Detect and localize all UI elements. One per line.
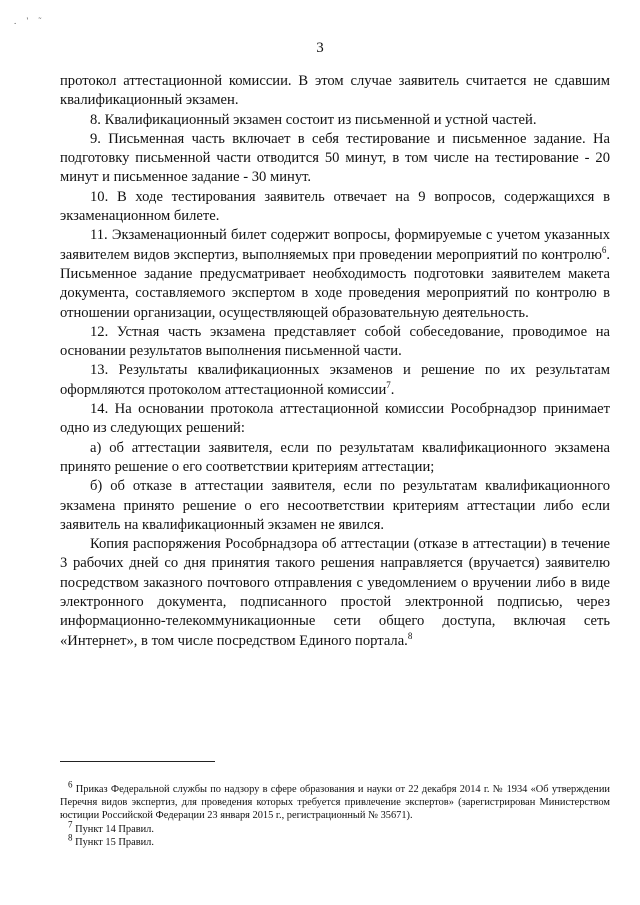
footnote-8-text: Пункт 15 Правил. [72,836,154,848]
paragraph-14-a: а) об аттестации заявителя, если по результатам квалификационного экзамена принято решение о его соответствии критериям аттестации; [60,439,610,475]
footnote-7-text: Пункт 14 Правил. [72,823,154,835]
paragraph-copy-order [60,535,610,651]
footnote-6-text: Приказ Федеральной службы по надзору в сфере образования и науки от 22 декабря 2014 г. № 1934 «Об утверждении Перечня видов экспертиз, для проведения которых требуется привлечение экспертов» (зарегистрирован Министерством юстиции Российской Федерации 23 января 2015 г., регистрационный № 35671). [60,784,610,822]
paragraph-11-part-1: 11. Экзаменационный билет содержит вопросы, формируемые с учетом указанных заявителем видов экспертиз, выполняемых при проведении мероприятий по контролю [60,227,610,263]
footnote-ref-8: 8 [407,630,413,641]
paragraph-13-end: . [390,381,395,398]
paragraph-14: 14. На основании протокола аттестационной комиссии Рособрнадзор принимает одно из следующих решений: [60,401,610,437]
footnote-6-mark: 6 [68,779,73,790]
footnote-6 [60,779,610,823]
paragraph-continuation: протокол аттестационной комиссии. В этом случае заявитель считается не сдавшим квалификационный экзамен. [60,73,610,109]
document-body [60,72,610,651]
footnote-ref-6: 6 [601,244,607,255]
paragraph-8: 8. Квалификационный экзамен состоит из письменной и устной частей. [90,111,537,128]
footnote-separator [60,761,215,762]
paragraph-13 [60,361,610,400]
footnote-8 [60,832,610,849]
page-number: 3 [316,40,324,56]
footnote-8-mark: 8 [68,832,73,843]
paragraph-14-b: б) об отказе в аттестации заявителя, если по результатам квалификационного экзамена принято решение о его несоответствии критериям аттестации либо если заявитель на квалификационный экзамен не явился. [60,478,610,533]
paragraph-copy-order-text: Копия распоряжения Рособрнадзора об аттестации (отказе в аттестации) в течение 3 рабочих дней со дня принятия такого решения направляется (вручается) заявителю посредством заказного почтового отправления с уведомлением о вручении либо в виде электронного документа, подписанного простой электронной подписью, через информационно-телекоммуникационные сети общего доступа, включая сеть «Интернет», в том числе посредством Единого портала. [60,536,610,649]
paragraph-11-part-2: . Письменное задание предусматривает необходимость подготовки заявителем макета документа, составляемого экспертом в ходе проведения мероприятий по контролю в отношении организации, осуществляющей образовательную деятельность. [60,246,610,321]
scan-corner-marks: . ' ˜ [14,16,46,26]
paragraph-9: 9. Письменная часть включает в себя тестирование и письменное задание. На подготовку письменной части отводится 50 минут, в том числе на тестирование - 20 минут и письменное задание - 30 минут. [60,130,610,186]
paragraph-11 [60,226,610,322]
footnote-7 [60,819,610,836]
footnotes [60,779,610,849]
paragraph-10: 10. В ходе тестирования заявитель отвечает на 9 вопросов, содержащихся в экзаменационном билете. [60,188,610,225]
paragraph-13-text: 13. Результаты квалификационных экзаменов и решение по их результатам оформляются протоколом аттестационной комиссии [60,362,610,398]
footnote-7-mark: 7 [68,819,73,830]
paragraph-12: 12. Устная часть экзамена представляет собой собеседование, проводимое на основании результатов выполнения письменной части. [60,323,610,360]
footnote-ref-7: 7 [386,379,391,390]
